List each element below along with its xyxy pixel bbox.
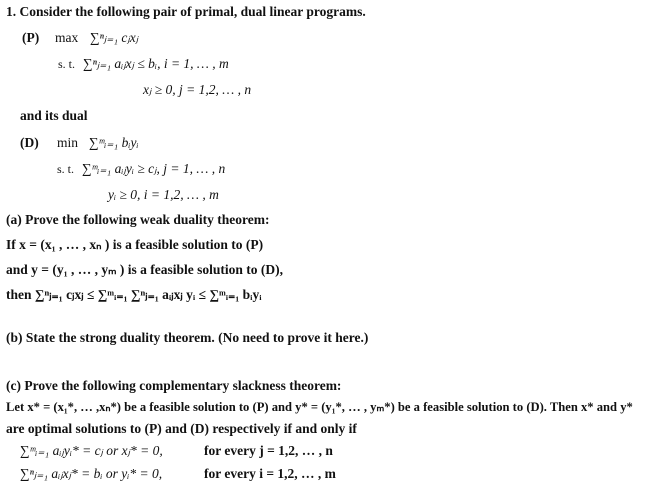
dual-constraint: ∑ᵐᵢ₌₁ aᵢⱼyᵢ ≥ cⱼ, j = 1, … , n bbox=[82, 161, 226, 176]
dual-nonnegativity: yᵢ ≥ 0, i = 1,2, … , m bbox=[108, 187, 219, 202]
part-c-condition-1: ∑ᵐᵢ₌₁ aᵢⱼyᵢ* = cⱼ or xⱼ* = 0, bbox=[20, 443, 163, 458]
primal-constraint: ∑ⁿⱼ₌₁ aᵢⱼxⱼ ≤ bᵢ, i = 1, … , m bbox=[83, 56, 229, 71]
primal-objective: ∑ⁿⱼ₌₁ cⱼxⱼ bbox=[90, 30, 139, 45]
part-c-condition-1-range: for every j = 1,2, … , n bbox=[204, 443, 333, 458]
primal-objective-keyword: max bbox=[55, 30, 79, 45]
part-c-line-2: are optimal solutions to (P) and (D) respectively if and only if bbox=[6, 421, 357, 436]
primal-label: (P) bbox=[22, 30, 40, 45]
primal-nonnegativity: xⱼ ≥ 0, j = 1,2, … , n bbox=[143, 82, 252, 97]
part-a-line-2: and y = (y₁ , … , yₘ ) is a feasible solution to (D), bbox=[6, 262, 284, 277]
part-a-inequality: then ∑ⁿⱼ₌₁ cⱼxⱼ ≤ ∑ᵐᵢ₌₁ ∑ⁿⱼ₌₁ aᵢⱼxⱼ yᵢ ≤ ∑ᵐᵢ₌₁ bᵢyᵢ bbox=[6, 287, 262, 302]
part-c-condition-2-range: for every i = 1,2, … , m bbox=[204, 466, 336, 481]
dual-st-keyword: s. t. bbox=[57, 162, 75, 176]
dual-intro: and its dual bbox=[20, 108, 88, 123]
part-c-condition-2: ∑ⁿⱼ₌₁ aᵢⱼxⱼ* = bᵢ or yᵢ* = 0, bbox=[20, 466, 163, 481]
part-a-title: (a) Prove the following weak duality theorem: bbox=[6, 212, 270, 227]
problem-heading: 1. Consider the following pair of primal, dual linear programs. bbox=[6, 4, 366, 19]
part-a-line-1: If x = (x₁ , … , xₙ ) is a feasible solution to (P) bbox=[6, 237, 264, 252]
primal-st-keyword: s. t. bbox=[58, 57, 76, 71]
part-c-line-1: Let x* = (x₁*, … ,xₙ*) be a feasible solution to (P) and y* = (y₁*, … , yₘ*) be a feasible solution to (D). Then x* and y* bbox=[6, 400, 633, 414]
part-c-title: (c) Prove the following complementary slackness theorem: bbox=[6, 378, 342, 393]
dual-objective: ∑ᵐᵢ₌₁ bᵢyᵢ bbox=[89, 135, 139, 150]
part-b-title: (b) State the strong duality theorem. (No need to prove it here.) bbox=[6, 330, 369, 345]
dual-label: (D) bbox=[20, 135, 39, 150]
dual-objective-keyword: min bbox=[57, 135, 79, 150]
